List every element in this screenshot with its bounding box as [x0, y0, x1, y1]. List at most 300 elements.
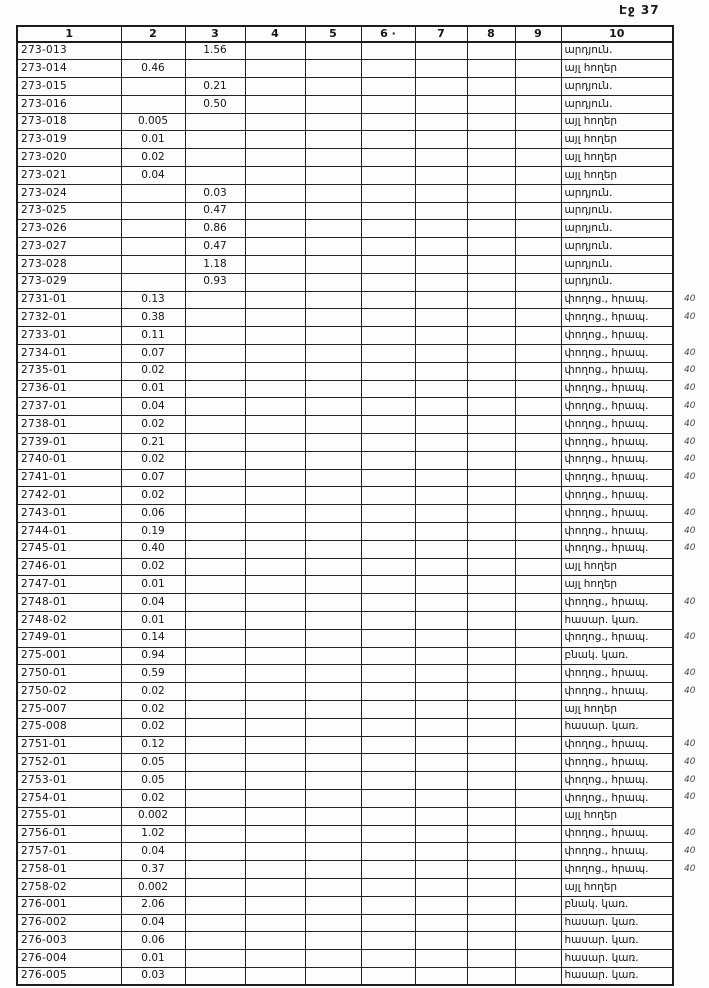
- area-value-cell-col2: 0.05: [121, 772, 185, 790]
- land-use-cell: փողոց., հրապ.: [561, 772, 673, 790]
- land-use-cell: այլ հողեր: [561, 131, 673, 149]
- table-row: [17, 167, 673, 185]
- parcel-code-cell: 2750-02: [17, 683, 121, 701]
- area-value-cell-col2: 0.13: [121, 291, 185, 309]
- empty-cell: [415, 362, 467, 380]
- table-row: [17, 807, 673, 825]
- empty-cell: [415, 434, 467, 452]
- empty-cell: [415, 896, 467, 914]
- empty-cell: [245, 825, 305, 843]
- empty-cell: [515, 202, 561, 220]
- handwritten-margin-note: 40: [684, 454, 696, 464]
- empty-cell: [245, 505, 305, 523]
- empty-cell: [415, 878, 467, 896]
- empty-cell: [467, 683, 515, 701]
- land-use-cell: փողոց., հրապ.: [561, 754, 673, 772]
- parcel-code-cell: 275-007: [17, 700, 121, 718]
- empty-cell: [361, 558, 415, 576]
- empty-cell: [467, 914, 515, 932]
- empty-cell: [245, 861, 305, 879]
- area-value-cell-col3: [185, 558, 245, 576]
- empty-cell: [245, 309, 305, 327]
- area-value-cell-col3: [185, 789, 245, 807]
- empty-cell: [305, 78, 361, 96]
- land-use-cell: հասար. կառ.: [561, 718, 673, 736]
- empty-cell: [515, 398, 561, 416]
- area-value-cell-col3: [185, 398, 245, 416]
- area-value-cell-col2: 0.12: [121, 736, 185, 754]
- empty-cell: [361, 718, 415, 736]
- empty-cell: [415, 451, 467, 469]
- empty-cell: [415, 647, 467, 665]
- land-use-cell: հասար. կառ.: [561, 950, 673, 968]
- empty-cell: [415, 487, 467, 505]
- area-value-cell-col2: 0.02: [121, 362, 185, 380]
- empty-cell: [467, 167, 515, 185]
- empty-cell: [245, 184, 305, 202]
- parcel-code-cell: 2757-01: [17, 843, 121, 861]
- area-value-cell-col3: [185, 754, 245, 772]
- area-value-cell-col2: 0.07: [121, 469, 185, 487]
- empty-cell: [245, 434, 305, 452]
- area-value-cell-col3: [185, 309, 245, 327]
- area-value-cell-col3: [185, 451, 245, 469]
- area-value-cell-col2: 0.01: [121, 950, 185, 968]
- area-value-cell-col3: [185, 932, 245, 950]
- area-value-cell-col2: 1.02: [121, 825, 185, 843]
- area-value-cell-col2: 0.02: [121, 700, 185, 718]
- empty-cell: [305, 896, 361, 914]
- area-value-cell-col2: 0.46: [121, 60, 185, 78]
- empty-cell: [467, 718, 515, 736]
- empty-cell: [245, 291, 305, 309]
- land-use-cell: այլ հողեր: [561, 558, 673, 576]
- table-row: [17, 789, 673, 807]
- empty-cell: [515, 416, 561, 434]
- area-value-cell-col3: [185, 60, 245, 78]
- empty-cell: [467, 843, 515, 861]
- handwritten-margin-note: 40: [684, 757, 696, 767]
- empty-cell: [515, 576, 561, 594]
- handwritten-margin-note: 40: [684, 864, 696, 874]
- empty-cell: [245, 914, 305, 932]
- handwritten-margin-note: 40: [684, 686, 696, 696]
- area-value-cell-col2: 0.14: [121, 629, 185, 647]
- empty-cell: [305, 167, 361, 185]
- area-value-cell-col2: 0.21: [121, 434, 185, 452]
- land-use-cell: փողոց., հրապ.: [561, 451, 673, 469]
- empty-cell: [467, 398, 515, 416]
- table-row: [17, 398, 673, 416]
- parcel-code-cell: 273-019: [17, 131, 121, 149]
- empty-cell: [361, 60, 415, 78]
- table-row: [17, 594, 673, 612]
- land-use-cell: փողոց., հրապ.: [561, 416, 673, 434]
- table-row: [17, 131, 673, 149]
- handwritten-margin-note: 40: [684, 828, 696, 838]
- table-row: [17, 736, 673, 754]
- area-value-cell-col2: 0.03: [121, 967, 185, 985]
- area-value-cell-col2: 0.19: [121, 523, 185, 541]
- handwritten-margin-note: 40: [684, 437, 696, 447]
- empty-cell: [415, 950, 467, 968]
- empty-cell: [361, 700, 415, 718]
- land-use-cell: փողոց., հրապ.: [561, 540, 673, 558]
- land-use-cell: այլ հողեր: [561, 167, 673, 185]
- handwritten-margin-note: 40: [684, 597, 696, 607]
- empty-cell: [305, 131, 361, 149]
- parcel-code-cell: 2745-01: [17, 540, 121, 558]
- area-value-cell-col2: 0.04: [121, 594, 185, 612]
- empty-cell: [305, 345, 361, 363]
- empty-cell: [467, 932, 515, 950]
- handwritten-margin-note: 40: [684, 348, 696, 358]
- area-value-cell-col2: [121, 220, 185, 238]
- empty-cell: [415, 540, 467, 558]
- area-value-cell-col2: 0.38: [121, 309, 185, 327]
- empty-cell: [515, 932, 561, 950]
- empty-cell: [467, 505, 515, 523]
- area-value-cell-col3: [185, 950, 245, 968]
- empty-cell: [305, 523, 361, 541]
- land-use-cell: փողոց., հրապ.: [561, 629, 673, 647]
- empty-cell: [415, 202, 467, 220]
- area-value-cell-col3: 0.47: [185, 202, 245, 220]
- empty-cell: [305, 594, 361, 612]
- empty-cell: [361, 683, 415, 701]
- area-value-cell-col3: 0.50: [185, 95, 245, 113]
- area-value-cell-col2: 0.005: [121, 113, 185, 131]
- empty-cell: [515, 256, 561, 274]
- parcel-code-cell: 273-020: [17, 149, 121, 167]
- area-value-cell-col3: [185, 327, 245, 345]
- empty-cell: [245, 273, 305, 291]
- empty-cell: [515, 807, 561, 825]
- empty-cell: [305, 718, 361, 736]
- empty-cell: [245, 736, 305, 754]
- empty-cell: [245, 772, 305, 790]
- empty-cell: [415, 576, 467, 594]
- empty-cell: [361, 469, 415, 487]
- empty-cell: [305, 629, 361, 647]
- empty-cell: [245, 967, 305, 985]
- empty-cell: [467, 789, 515, 807]
- area-value-cell-col3: [185, 167, 245, 185]
- parcel-code-cell: 2737-01: [17, 398, 121, 416]
- parcel-code-cell: 273-026: [17, 220, 121, 238]
- empty-cell: [415, 469, 467, 487]
- empty-cell: [305, 113, 361, 131]
- empty-cell: [245, 451, 305, 469]
- area-value-cell-col3: [185, 291, 245, 309]
- empty-cell: [361, 843, 415, 861]
- empty-cell: [515, 594, 561, 612]
- empty-cell: [515, 861, 561, 879]
- empty-cell: [305, 914, 361, 932]
- handwritten-margin-note: 40: [684, 739, 696, 749]
- table-row: [17, 220, 673, 238]
- empty-cell: [305, 576, 361, 594]
- area-value-cell-col2: 0.04: [121, 398, 185, 416]
- empty-cell: [361, 914, 415, 932]
- empty-cell: [245, 789, 305, 807]
- empty-cell: [361, 825, 415, 843]
- table-row: [17, 95, 673, 113]
- parcel-code-cell: 273-029: [17, 273, 121, 291]
- empty-cell: [467, 309, 515, 327]
- parcel-code-cell: 2743-01: [17, 505, 121, 523]
- empty-cell: [245, 487, 305, 505]
- land-use-cell: փողոց., հրապ.: [561, 505, 673, 523]
- area-value-cell-col2: 0.05: [121, 754, 185, 772]
- empty-cell: [467, 416, 515, 434]
- empty-cell: [305, 416, 361, 434]
- table-row: [17, 576, 673, 594]
- empty-cell: [361, 362, 415, 380]
- empty-cell: [515, 683, 561, 701]
- land-use-cell: այլ հողեր: [561, 113, 673, 131]
- empty-cell: [305, 754, 361, 772]
- area-value-cell-col2: 0.04: [121, 843, 185, 861]
- table-row: [17, 149, 673, 167]
- land-use-cell: փողոց., հրապ.: [561, 665, 673, 683]
- empty-cell: [245, 843, 305, 861]
- empty-cell: [361, 523, 415, 541]
- empty-cell: [361, 878, 415, 896]
- empty-cell: [305, 380, 361, 398]
- empty-cell: [515, 220, 561, 238]
- column-header-3: 3: [185, 26, 245, 42]
- empty-cell: [467, 345, 515, 363]
- area-value-cell-col3: [185, 683, 245, 701]
- empty-cell: [515, 523, 561, 541]
- land-use-cell: այլ հողեր: [561, 700, 673, 718]
- empty-cell: [515, 273, 561, 291]
- empty-cell: [515, 345, 561, 363]
- land-use-cell: այլ հողեր: [561, 807, 673, 825]
- empty-cell: [361, 327, 415, 345]
- empty-cell: [415, 558, 467, 576]
- empty-cell: [305, 558, 361, 576]
- land-use-cell: արդյուն.: [561, 202, 673, 220]
- empty-cell: [245, 932, 305, 950]
- parcel-code-cell: 2736-01: [17, 380, 121, 398]
- area-value-cell-col3: [185, 345, 245, 363]
- parcel-code-cell: 2734-01: [17, 345, 121, 363]
- empty-cell: [515, 878, 561, 896]
- area-value-cell-col3: 0.21: [185, 78, 245, 96]
- empty-cell: [361, 629, 415, 647]
- table-row: [17, 273, 673, 291]
- column-header-4: 4: [245, 26, 305, 42]
- empty-cell: [467, 967, 515, 985]
- empty-cell: [467, 540, 515, 558]
- table-row: [17, 469, 673, 487]
- empty-cell: [467, 629, 515, 647]
- table-row: [17, 878, 673, 896]
- empty-cell: [245, 345, 305, 363]
- area-value-cell-col3: [185, 594, 245, 612]
- empty-cell: [515, 896, 561, 914]
- empty-cell: [245, 807, 305, 825]
- parcel-code-cell: 275-001: [17, 647, 121, 665]
- table-row: [17, 950, 673, 968]
- empty-cell: [361, 273, 415, 291]
- empty-cell: [305, 256, 361, 274]
- land-use-cell: հասար. կառ.: [561, 612, 673, 630]
- area-value-cell-col3: [185, 736, 245, 754]
- empty-cell: [515, 612, 561, 630]
- empty-cell: [361, 131, 415, 149]
- area-value-cell-col2: [121, 42, 185, 60]
- land-use-cell: փողոց., հրապ.: [561, 327, 673, 345]
- empty-cell: [467, 256, 515, 274]
- empty-cell: [361, 576, 415, 594]
- land-use-cell: այլ հողեր: [561, 149, 673, 167]
- land-use-cell: հասար. կառ.: [561, 914, 673, 932]
- area-value-cell-col3: [185, 861, 245, 879]
- table-header-row: [17, 26, 673, 42]
- area-value-cell-col3: [185, 612, 245, 630]
- empty-cell: [245, 540, 305, 558]
- empty-cell: [361, 665, 415, 683]
- empty-cell: [245, 78, 305, 96]
- area-value-cell-col3: 0.93: [185, 273, 245, 291]
- empty-cell: [415, 149, 467, 167]
- area-value-cell-col3: [185, 540, 245, 558]
- land-use-cell: այլ հողեր: [561, 576, 673, 594]
- empty-cell: [361, 202, 415, 220]
- empty-cell: [245, 594, 305, 612]
- empty-cell: [245, 576, 305, 594]
- empty-cell: [361, 861, 415, 879]
- empty-cell: [467, 220, 515, 238]
- parcel-code-cell: 2738-01: [17, 416, 121, 434]
- empty-cell: [305, 736, 361, 754]
- parcel-code-cell: 273-027: [17, 238, 121, 256]
- area-value-cell-col2: 0.59: [121, 665, 185, 683]
- table-row: [17, 754, 673, 772]
- area-value-cell-col2: 0.02: [121, 558, 185, 576]
- empty-cell: [467, 78, 515, 96]
- empty-cell: [305, 683, 361, 701]
- empty-cell: [361, 647, 415, 665]
- empty-cell: [305, 469, 361, 487]
- empty-cell: [245, 878, 305, 896]
- empty-cell: [415, 718, 467, 736]
- empty-cell: [305, 327, 361, 345]
- column-header-9: 9: [515, 26, 561, 42]
- area-value-cell-col2: [121, 202, 185, 220]
- empty-cell: [467, 434, 515, 452]
- land-use-cell: փողոց., հրապ.: [561, 291, 673, 309]
- empty-cell: [415, 327, 467, 345]
- area-value-cell-col3: 0.86: [185, 220, 245, 238]
- table-row: [17, 665, 673, 683]
- handwritten-margin-note: 40: [684, 383, 696, 393]
- empty-cell: [515, 843, 561, 861]
- empty-cell: [515, 736, 561, 754]
- column-header-10: 10: [561, 26, 673, 42]
- empty-cell: [305, 612, 361, 630]
- area-value-cell-col2: 0.01: [121, 576, 185, 594]
- table-row: [17, 647, 673, 665]
- empty-cell: [515, 95, 561, 113]
- empty-cell: [245, 113, 305, 131]
- area-value-cell-col2: 0.01: [121, 380, 185, 398]
- empty-cell: [361, 416, 415, 434]
- empty-cell: [305, 772, 361, 790]
- area-value-cell-col3: [185, 416, 245, 434]
- empty-cell: [515, 362, 561, 380]
- empty-cell: [467, 612, 515, 630]
- table-row: [17, 451, 673, 469]
- empty-cell: [415, 273, 467, 291]
- land-use-cell: փողոց., հրապ.: [561, 789, 673, 807]
- table-row: [17, 896, 673, 914]
- land-use-cell: փողոց., հրապ.: [561, 362, 673, 380]
- empty-cell: [515, 540, 561, 558]
- land-use-cell: փողոց., հրապ.: [561, 683, 673, 701]
- land-use-cell: արդյուն.: [561, 220, 673, 238]
- area-value-cell-col3: [185, 647, 245, 665]
- parcel-code-cell: 2753-01: [17, 772, 121, 790]
- empty-cell: [305, 434, 361, 452]
- parcel-code-cell: 276-003: [17, 932, 121, 950]
- parcel-code-cell: 2751-01: [17, 736, 121, 754]
- empty-cell: [467, 861, 515, 879]
- area-value-cell-col3: [185, 113, 245, 131]
- area-value-cell-col2: 0.02: [121, 149, 185, 167]
- table-row: [17, 327, 673, 345]
- empty-cell: [467, 202, 515, 220]
- area-value-cell-col2: 0.04: [121, 914, 185, 932]
- handwritten-margin-note: 40: [684, 632, 696, 642]
- empty-cell: [467, 594, 515, 612]
- table-row: [17, 238, 673, 256]
- handwritten-margin-note: 40: [684, 543, 696, 553]
- column-header-7: 7: [415, 26, 467, 42]
- handwritten-margin-note: 40: [684, 792, 696, 802]
- empty-cell: [305, 843, 361, 861]
- area-value-cell-col2: 0.37: [121, 861, 185, 879]
- area-value-cell-col3: [185, 718, 245, 736]
- empty-cell: [515, 558, 561, 576]
- empty-cell: [467, 327, 515, 345]
- parcel-code-cell: 273-025: [17, 202, 121, 220]
- area-value-cell-col2: 0.02: [121, 416, 185, 434]
- table-row: [17, 487, 673, 505]
- empty-cell: [361, 736, 415, 754]
- empty-cell: [415, 665, 467, 683]
- table-row: [17, 629, 673, 647]
- parcel-code-cell: 2748-01: [17, 594, 121, 612]
- empty-cell: [515, 789, 561, 807]
- area-value-cell-col3: [185, 843, 245, 861]
- empty-cell: [467, 131, 515, 149]
- land-parcel-table: [16, 25, 674, 986]
- area-value-cell-col3: [185, 629, 245, 647]
- handwritten-margin-note: 40: [684, 775, 696, 785]
- empty-cell: [305, 505, 361, 523]
- table-row: [17, 42, 673, 60]
- empty-cell: [467, 42, 515, 60]
- empty-cell: [515, 754, 561, 772]
- empty-cell: [415, 42, 467, 60]
- parcel-code-cell: 2740-01: [17, 451, 121, 469]
- empty-cell: [415, 95, 467, 113]
- table-row: [17, 861, 673, 879]
